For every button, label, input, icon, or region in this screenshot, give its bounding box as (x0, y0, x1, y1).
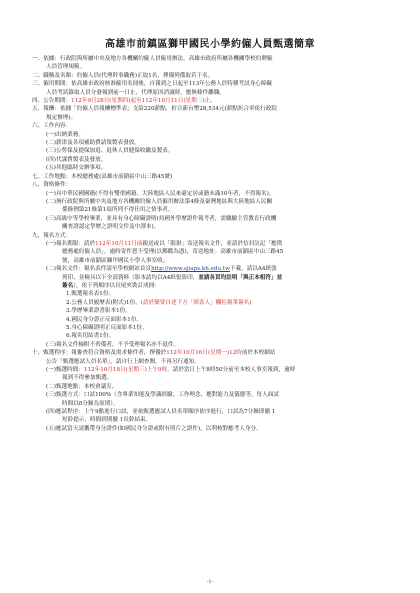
section-salary-cont: 規定辦理)。 (46, 114, 77, 121)
document-list-item: 2.公務人員履歷表(附式)1份。(請於簡要自述下方「填表人」欄位親筆簽名) (66, 299, 252, 306)
section-selection-cont: 公告「甄選應試人員名單」，請自行上網查閱，不再另行通知。 (46, 358, 200, 365)
selection-procedure-cont: 短鈴提示，時間到則撤 1長鈴結束。 (62, 417, 152, 424)
application-incomplete-note: (三)報名文件檢附不齊備者，不予受理報名亦不退件。 (46, 341, 180, 348)
section-employment-period-cont: 人員考試錄取人員分發報到前一日止，代理原因消滅時，應無條件離職。 (46, 89, 226, 96)
document-list-item: 5.身心障礙證明正反面影本1份。 (66, 325, 148, 331)
selection-method-cont: 時間以8分鐘為原則）。 (62, 400, 119, 407)
section-qualifications: 八、資格條件： (32, 182, 72, 189)
section-employment-period: 三、僱用期間：依高雄市政府核准僱用名冊後，自報到之日起至113年公務人員特種考試身心障礙 (32, 81, 273, 88)
qualification-item-cont: 係條例第21條第1項所列不得任用之情事者。 (62, 207, 174, 214)
section-basis-cont: 人員管理規範。 (46, 64, 86, 71)
selection-id-note: (五)應試當天請攜帶身分證件(如國民身分證或附有照片之證件)，以利核對應考人身分。 (46, 425, 262, 432)
announcement-deadline: 112年10月16日(星期一)12時 (166, 350, 242, 357)
section-salary: 五、報酬：依據「約僱人員報酬標準表」支給220薪點，折合新台幣28,534元(薪點折合率依行政院 (32, 106, 277, 113)
selection-location: (二)甄選地點：本校會議室。 (46, 383, 118, 390)
selection-time-cont: 報到不得參加甄選。 (62, 375, 113, 382)
qualification-item: (二)無行政院與所屬中央及地方各機關約僱人員僱用辦法第4條及臺灣地區與大陸地區人民關 (46, 198, 273, 205)
document-title: 高雄市前鎮區獅甲國民小學約僱人員甄選簡章 (105, 39, 315, 50)
application-documents: (二)報名文件：報名表件請至學校網站首頁http://www.sjiaps.kh.edu.tw下載，請以A4紙張 (46, 266, 277, 273)
section-selection: 十、甄選程序：報審查符合資格及需求條件者，擇優於112年10月16日(星期一)12時前於本校網站 (32, 350, 276, 357)
selection-time: (一)甄選時間：112年10月18日(星期三)上午9時，請於當日上午8時50分前至本校人事室報到，逾時 (46, 367, 296, 374)
application-deadline-cont: 總務處約僱人員」，逾時寄件恕不受理(以郵戳為憑)，寄送地址：高雄市前鎮區中山三路45 (62, 249, 284, 256)
document-list-item: 1.甄選報名表1份。 (66, 291, 115, 298)
document-list-item: 6.報名切結書1份。 (66, 333, 115, 340)
application-documents-cont: 列印，並檢具以下全部資料（影本請均以A4紙張影印，並請各頁均註明「與正本相符」並 (62, 274, 283, 281)
document-list-item: 4.國民身分證正反面影本1份。 (66, 316, 143, 323)
duty-item: (五)其他臨時交辦事項。 (46, 165, 107, 172)
qualification-item: (一)具中華民國國籍(不得有雙重國籍、大陸地區人民來臺定居或籍未滿10年者，不得報名)。 (46, 190, 275, 197)
application-deadline: (一)報名期限：請於112年10月11日前親送或以「限掛」寄送報名文件，並請於信封註記「應徵 (46, 240, 283, 247)
section-duties: 六、工作內容： (32, 123, 72, 130)
selection-procedure: (四)應試程序：上午9點進行口試，並依甄選應試人員名單順序依序進行，口試為7分鐘即撤 1 (46, 409, 276, 416)
document-list-item: 3.學歷畢業證書影本1份。 (66, 308, 131, 315)
interview-date: 112年10月18日(星期三)上午9時 (83, 367, 168, 374)
announcement-dates: 112年9月28日(星期四)起至112年10月11日(星期三)止 (71, 98, 211, 105)
section-application: 九、報名方式： (32, 232, 72, 239)
qualification-item: (三)高級中等學校畢業，並具有身心障礙證明(持國外學歷證件報考者，需繳驗主管教育行政機 (46, 215, 277, 222)
duty-item: (三)公勞保及提保加退、退休人員健保收繳及製表。 (46, 148, 174, 155)
section-position: 二、職稱及名額：約僱人員(代理幹事職務)正取1名，擇優列備取若干名。 (32, 72, 214, 79)
section-announcement: 四、公告期間：112年9月28日(星期四)起至112年10月11日(星期三)止。 (32, 98, 216, 105)
application-documents-cont: 簽名），依下列順序以長尾夾裝訂成冊： (62, 282, 160, 289)
qualification-item-cont: 關查證認定學歷之證明文件及中譯本)。 (62, 224, 160, 231)
duty-item: (二)薪津及各項補助費請領製表發放。 (46, 140, 140, 147)
selection-method: (三)甄選方式：口試100%（含專業知能及學識經驗、工作理念、應對能力及儀態等，每人面試 (46, 392, 279, 399)
signature-note: (請於簡要自述下方「填表人」欄位親筆簽名) (140, 299, 252, 306)
section-basis: 一、依據：行政院與所屬中央及地方各機關約僱人員僱用辦法、高雄市政府所屬各機關學校約聘僱 (32, 56, 273, 62)
deadline-date: 112年10月11日前 (95, 240, 143, 247)
application-deadline-cont: 號，高雄市前鎮區獅甲國民小學人事室收。 (62, 257, 169, 264)
duty-item: (四)代課費製表及發放。 (46, 156, 107, 163)
page-number: -1- (206, 579, 214, 585)
duty-item: (一)出納業務。 (46, 131, 84, 138)
section-work-location: 七、工作地點：本校總務處(高雄市前鎮區中山三路45號) (32, 173, 173, 180)
school-website-link[interactable]: http://www.sjiaps.kh.edu.tw (151, 266, 230, 273)
